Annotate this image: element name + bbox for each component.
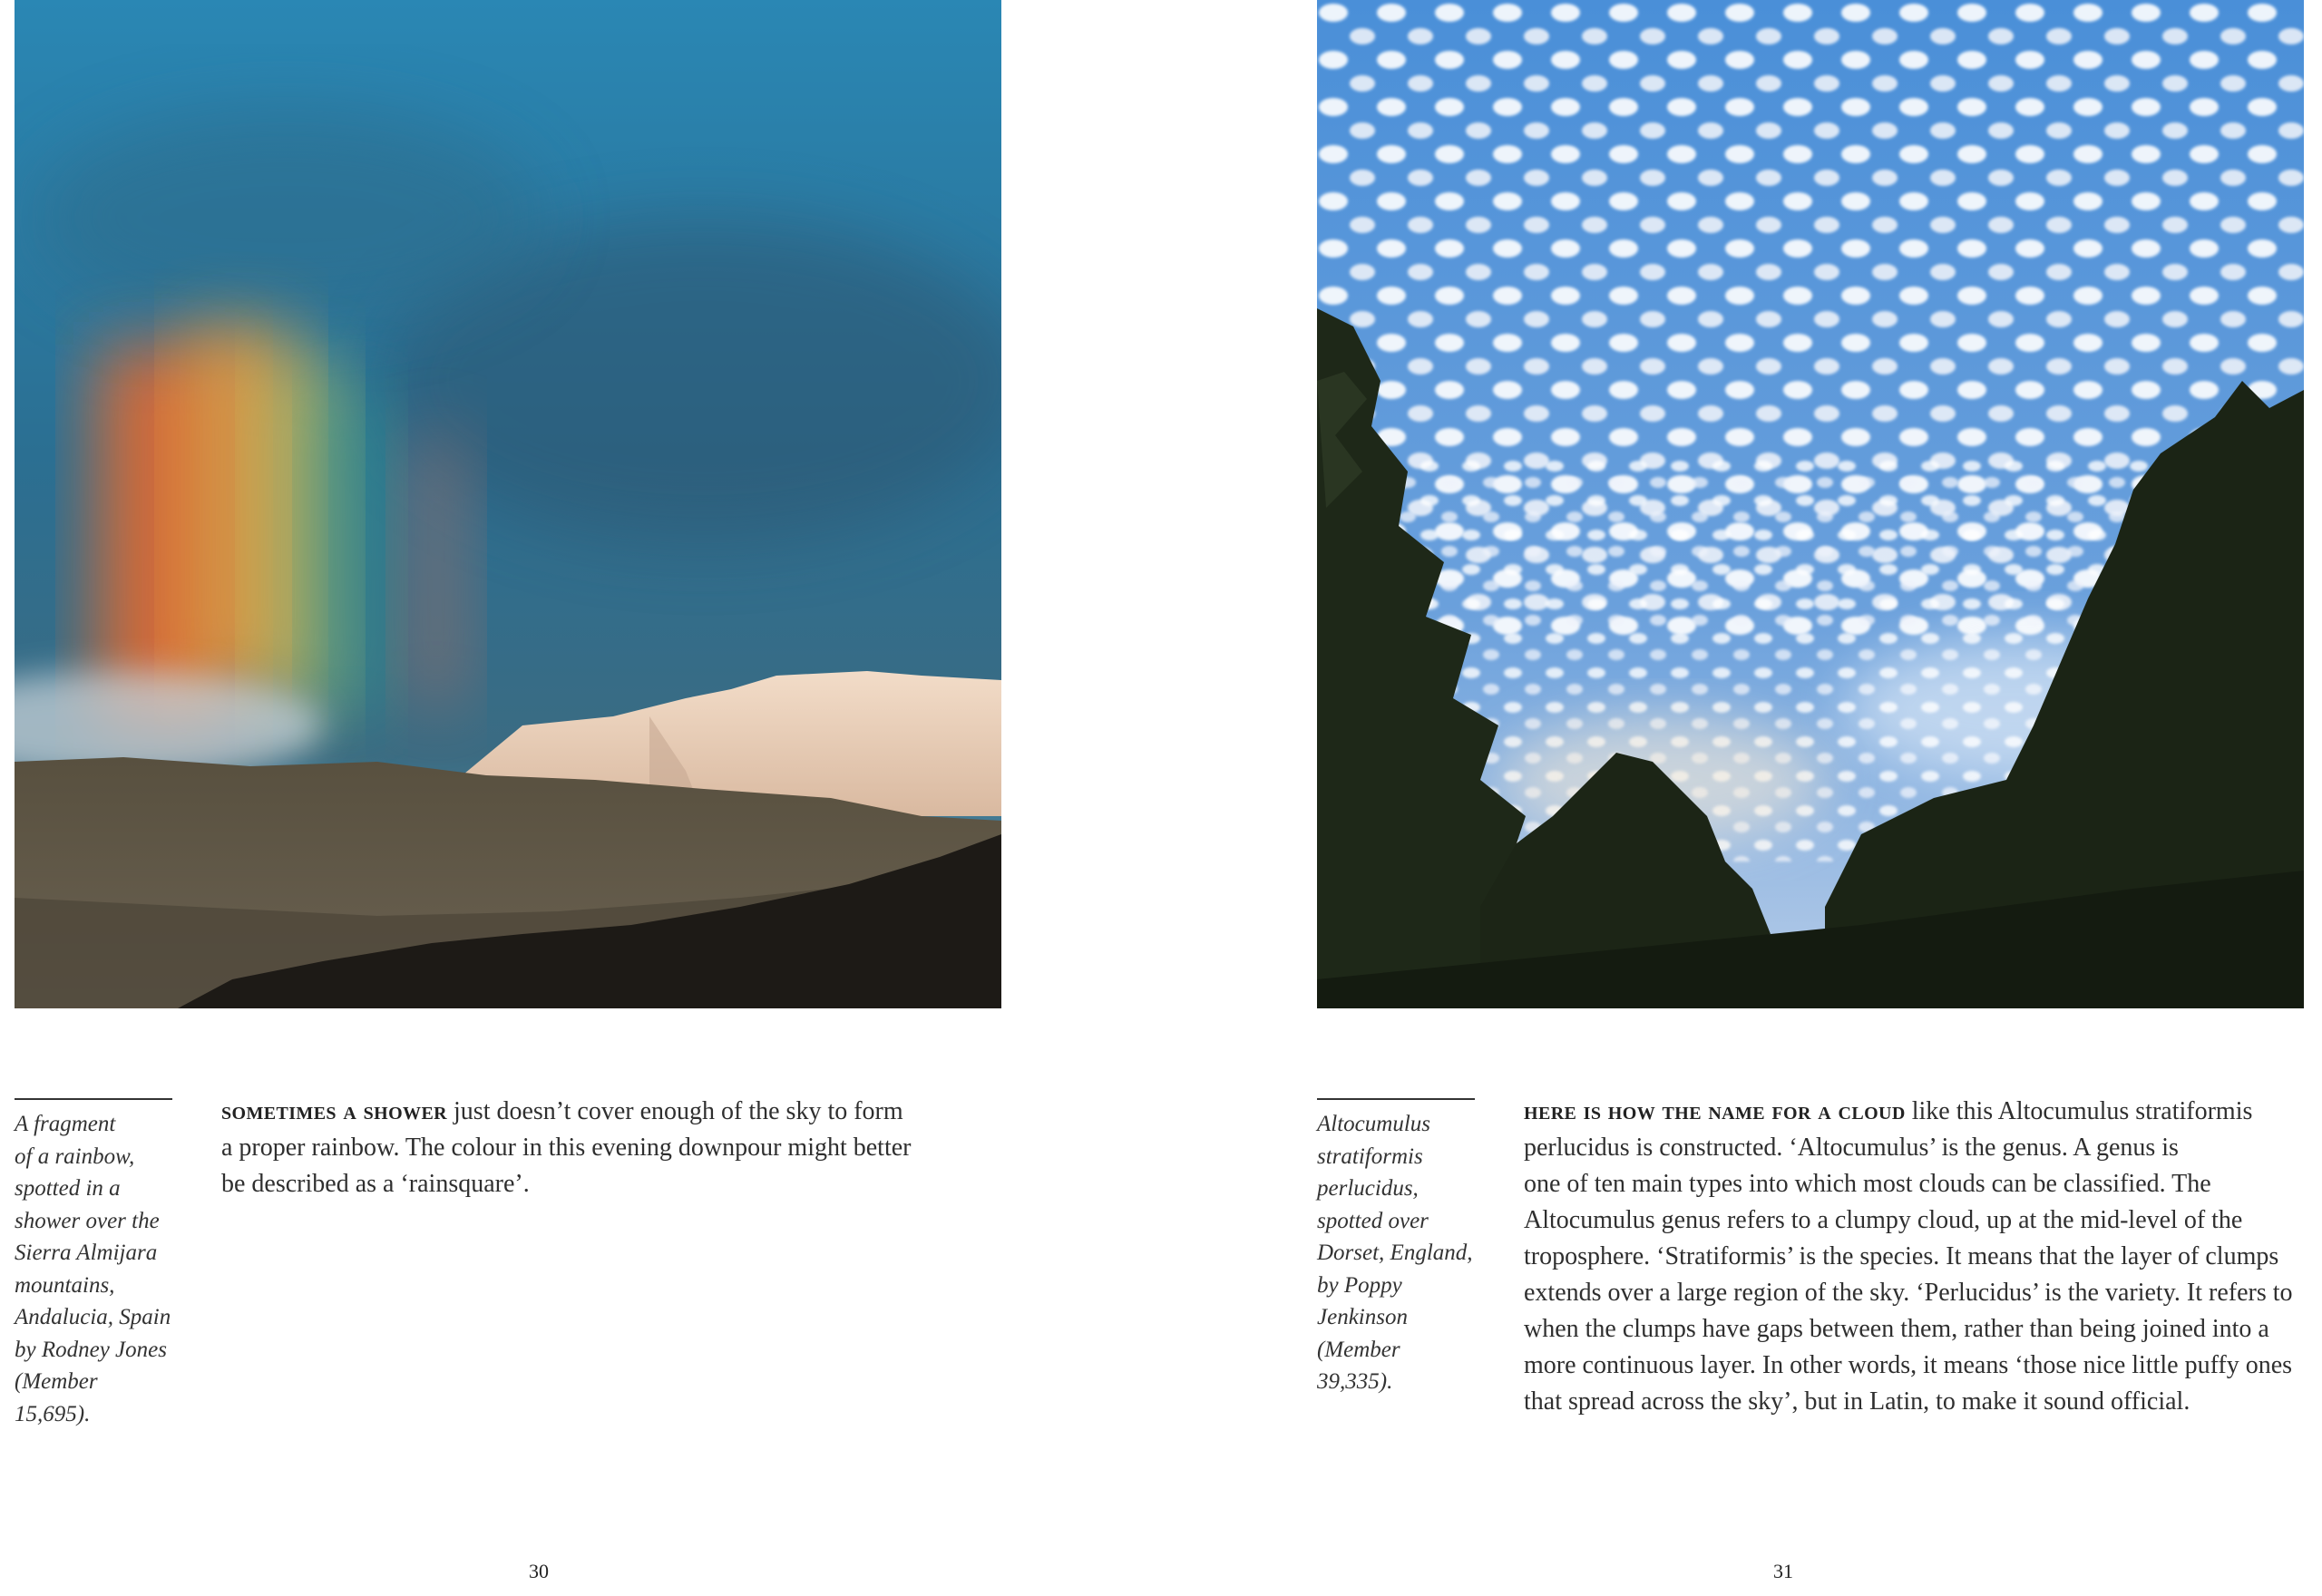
body-line: one of ten main types into which most clouds can be classified. The [1524, 1170, 2211, 1198]
body-line: troposphere. ‘Stratiformis’ is the species. It means that the layer of clumps [1524, 1242, 2279, 1270]
caption-line: of a rainbow, [15, 1143, 135, 1169]
altocumulus-image [1317, 0, 2304, 1008]
body-line [1524, 1094, 2304, 1130]
photo-caption-rainbow [15, 1108, 178, 1430]
body-line: more continuous layer. In other words, it means ‘those nice little puffy ones [1524, 1351, 2293, 1379]
lead-in: here is how the name for a cloud [1524, 1097, 1906, 1125]
body-paragraph-altocumulus [1524, 1094, 2304, 1420]
rainbow-shower-image [15, 0, 1001, 1008]
photo-caption-altocumulus [1317, 1108, 1480, 1398]
caption-line: Andalucia, Spain [15, 1305, 171, 1329]
body-line: extends over a large region of the sky. ‘Perlucidus’ is the variety. It refers to [1524, 1279, 2293, 1307]
caption-line: (Member 39,335). [1317, 1337, 1400, 1394]
caption-line: spotted over [1317, 1208, 1429, 1233]
caption-rule [1317, 1098, 1475, 1100]
body-line: Altocumulus genus refers to a clumpy cloud, up at the mid-level of the [1524, 1206, 2243, 1234]
body-line: perlucidus is constructed. ‘Altocumulus’ is the genus. A genus is [1524, 1134, 2179, 1162]
caption-rule [15, 1098, 172, 1100]
page-number: 30 [529, 1560, 549, 1582]
caption-line: spotted in a [15, 1176, 121, 1201]
body-line-rest: like this Altocumulus stratiformis [1905, 1097, 2253, 1125]
caption-line: A fragment [15, 1112, 116, 1136]
caption-line: shower over the [15, 1208, 160, 1233]
body-line-rest: just doesn’t cover enough of the sky to form [447, 1097, 903, 1125]
body-paragraph-rainbow [221, 1094, 1001, 1202]
altocumulus-photo [1317, 0, 2304, 1008]
page-number: 31 [1773, 1560, 1793, 1582]
body-line: when the clumps have gaps between them, rather than being joined into a [1524, 1315, 2269, 1343]
caption-line: stratiformis [1317, 1143, 1423, 1169]
caption-line: Sierra Almijara [15, 1241, 158, 1265]
right-page [1161, 0, 2322, 1596]
body-line: that spread across the sky’, but in Latin, to make it sound official. [1524, 1387, 2190, 1416]
lead-in: sometimes a shower [221, 1097, 448, 1125]
caption-line: (Member 15,695). [15, 1369, 98, 1426]
rainbow-shower-photo [15, 0, 1001, 1008]
caption-line: mountains, [15, 1272, 115, 1298]
body-line [221, 1094, 1001, 1130]
body-line: be described as a ‘rainsquare’. [221, 1170, 530, 1198]
caption-line: Jenkinson [1317, 1305, 1408, 1329]
caption-line: Altocumulus [1317, 1112, 1430, 1136]
caption-line: by Poppy [1317, 1272, 1402, 1298]
caption-line: perlucidus, [1317, 1176, 1419, 1201]
caption-line: by Rodney Jones [15, 1337, 167, 1362]
body-line: a proper rainbow. The colour in this evening downpour might better [221, 1134, 912, 1162]
caption-line: Dorset, England, [1317, 1241, 1473, 1265]
